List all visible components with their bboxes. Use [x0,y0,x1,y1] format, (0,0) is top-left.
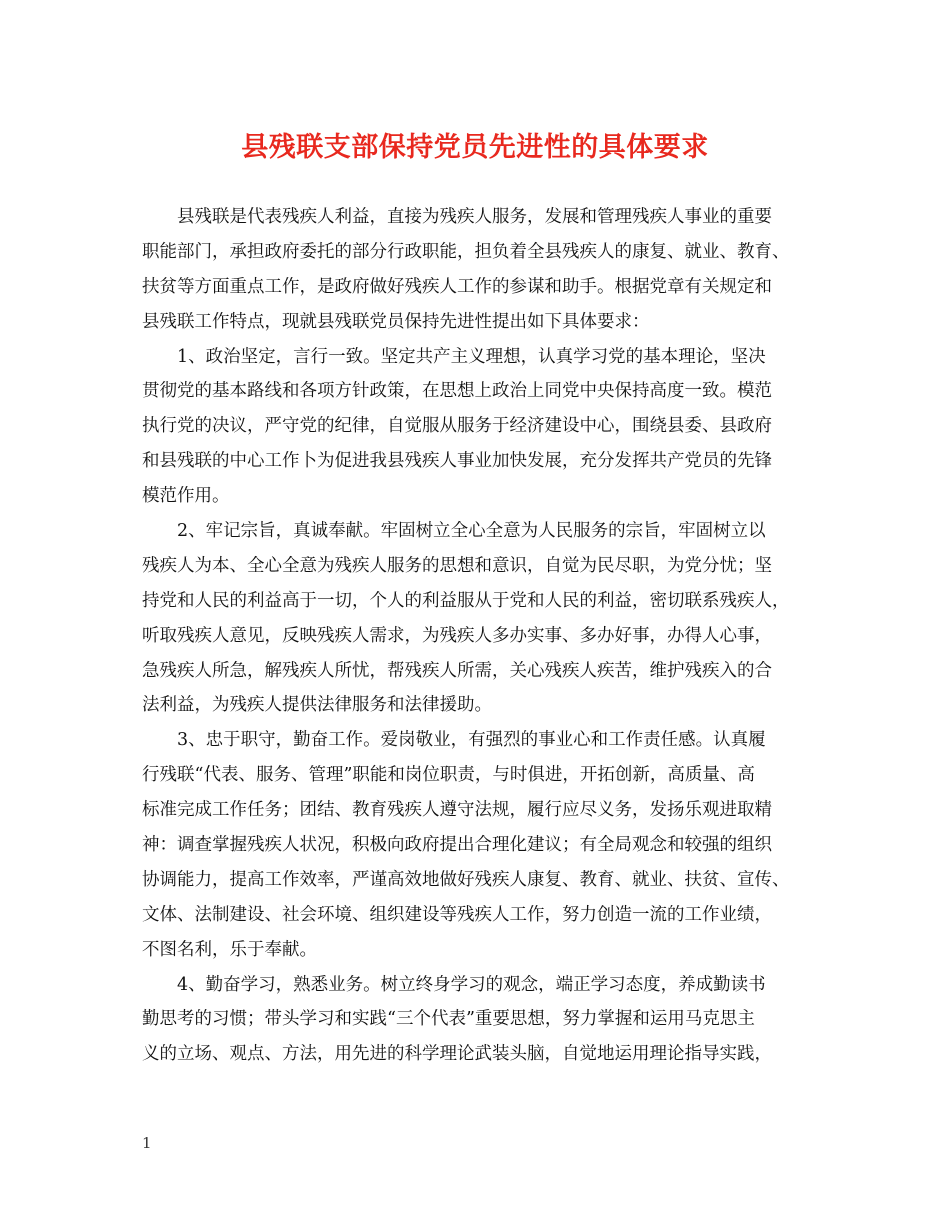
text-line: 1、政治坚定，言行一致。坚定共产主义理想，认真学习党的基本理论，坚决 [177,346,766,367]
text-line: 持党和人民的利益高于一切，个人的利益服从于党和人民的利益，密切联系残疾人， [142,590,790,611]
text-line: 和县残联的中心工作卜为促进我县残疾人事业加快发展，充分发挥共产党员的先锋 [142,451,772,472]
text-line: 县残联工作特点，现就县残联党员保持先进性提出如下具体要求： [142,311,650,332]
text-line: 残疾人为本、全心全意为残疾人服务的思想和意识，自觉为民尽职，为党分忧；坚 [142,555,772,576]
text-line: 不图名利，乐于奉献。 [142,939,317,960]
text-line: 行残联“代表、服务、管理”职能和岗位职责，与时俱进，开拓创新，高质量、高 [142,765,755,786]
text-line: 2、牢记宗旨，真诚奉献。牢固树立全心全意为人民服务的宗旨，牢固树立以 [177,521,766,542]
text-line: 县残联是代表残疾人利益，直接为残疾人服务，发展和管理残疾人事业的重要 [177,207,772,227]
document-body [142,200,824,1072]
text-line: 急残疾人所急，解残疾人所忧，帮残疾人所需，关心残疾人疾苦，维护残疾入的合 [142,660,772,681]
text-line: 听取残疾人意见，反映残疾人需求，为残疾人多办实事、多办好事，办得人心事， [142,625,772,646]
text-line: 模范作用。 [142,486,230,507]
text-line: 贯彻党的基本路线和各项方针政策，在思想上政治上同党中央保持高度一致。模范 [142,381,772,402]
text-line: 勤思考的习惯；带头学习和实践“三个代表”重要思想，努力掌握和运用马克思主 [142,1009,755,1030]
text-line: 义的立场、观点、方法，用先进的科学理论武装头脑，自觉地运用理论指导实践， [142,1044,772,1065]
text-line: 标准完成工作任务；团结、教育残疾人遵守法规，履行应尽义务，发扬乐观进取精 [142,800,772,821]
page-number: 1 [142,1134,152,1152]
document-title: 县残联支部保持党员先进性的具体要求 [241,132,709,163]
text-line: 3、忠于职守，勤奋工作。爱岗敬业，有强烈的事业心和工作责任感。认真履 [177,730,766,751]
text-line: 执行党的决议，严守党的纪律，自觉服从服务于经济建设中心，围绕县委、县政府 [142,416,772,437]
text-line: 协调能力，提高工作效率，严谨高效地做好残疾人康复、教育、就业、扶贫、宣传、 [142,869,790,890]
text-line: 职能部门，承担政府委托的部分行政职能，担负着全县残疾人的康复、就业、教育、 [142,241,790,262]
text-line: 法利益，为残疾人提供法律服务和法律援助。 [142,695,492,716]
text-line: 4、勤奋学习，熟悉业务。树立终身学习的观念，端正学习态度，养成勤读书 [177,974,766,995]
text-line: 扶贫等方面重点工作，是政府做好残疾人工作的参谋和助手。根据党章有关规定和 [142,276,772,297]
text-line: 神：调查掌握残疾人状况，积极向政府提出合理化建议；有全局观念和较强的组织 [142,835,772,856]
text-line: 文体、法制建设、社会环境、组织建设等残疾人工作，努力创造一流的工作业绩， [142,904,772,925]
